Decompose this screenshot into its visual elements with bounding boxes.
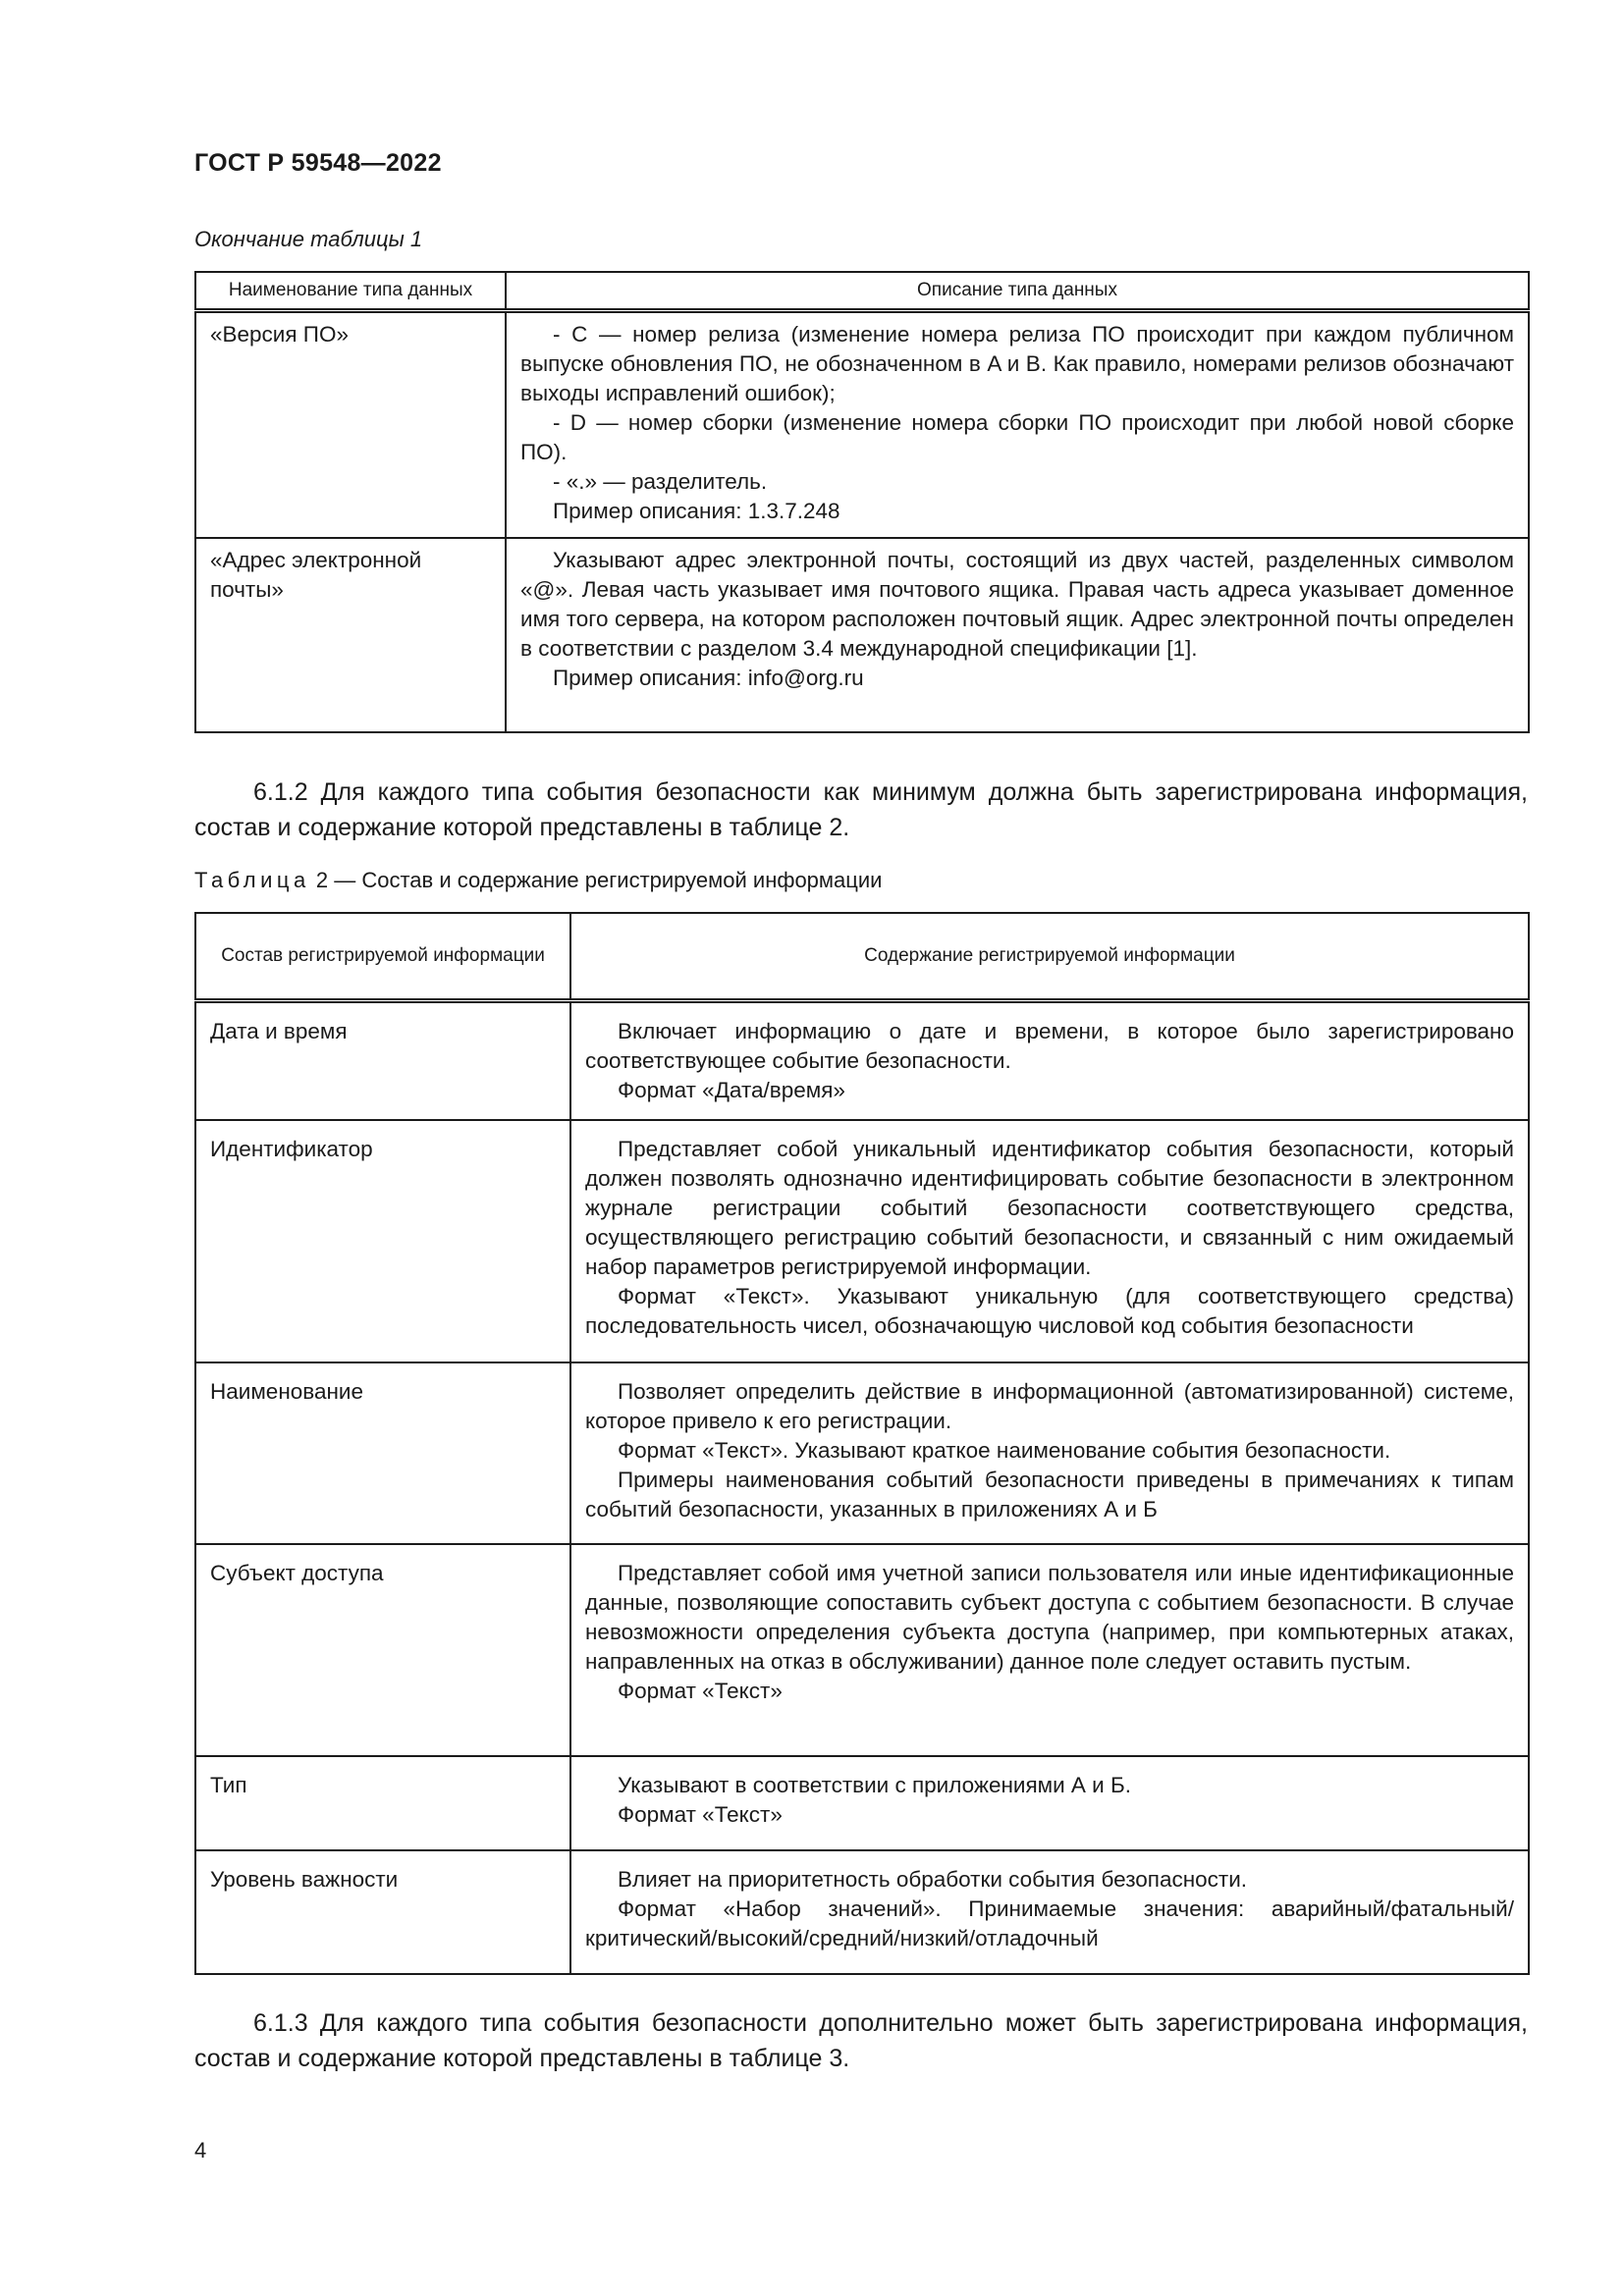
table2-row-subject-name: Субъект доступа (195, 1544, 570, 1756)
desc-line: Влияет на приоритетность обработки события безопасности. (618, 1867, 1248, 1892)
table-1 (194, 271, 1530, 733)
desc-line: Пример описания: info@org.ru (553, 665, 864, 690)
table1-col-header-desc: Описание типа данных (506, 272, 1529, 311)
table2-row-identifier-name: Идентификатор (195, 1120, 570, 1362)
table2-row-severity-name: Уровень важности (195, 1850, 570, 1974)
desc-line: Представляет собой уникальный идентификатор события безопасности, который должен позволять однозначно идентифицировать событие безопасности в электронном журнале регистрации событий безопасности соответствующего средства, осуществляющего регистрацию событий безопасности, и связанный с ним ожидаемый набор параметров регистрируемой информации. (585, 1137, 1514, 1279)
desc-line: Указывают в соответствии с приложениями А и Б. (618, 1773, 1132, 1797)
desc-line: Пример описания: 1.3.7.248 (553, 499, 840, 523)
table-row (195, 538, 1529, 732)
desc-line: Примеры наименования событий безопасности приведены в примечаниях к типам событий безопасности, указанных в приложениях А и Б (585, 1468, 1514, 1522)
table2-row-datetime-desc (570, 1001, 1529, 1121)
desc-line: Включает информацию о дате и времени, в которое было зарегистрировано соответствующее событие безопасности. (585, 1019, 1514, 1073)
desc-line: - D — номер сборки (изменение номера сборки ПО происходит при любой новой сборке ПО). (520, 410, 1514, 464)
page-number: 4 (194, 2138, 207, 2163)
document-code: ГОСТ Р 59548—2022 (194, 149, 442, 177)
desc-line: Представляет собой имя учетной записи пользователя или иные идентификационные данные, позволяющие сопоставить субъект доступа с событием безопасности. В случае невозможности определения субъекта доступа (например, при компьютерных атаках, направленных на отказ в обслуживании) данное поле следует оставить пустым. (585, 1561, 1514, 1674)
table-row (195, 1544, 1529, 1756)
table2-row-identifier-desc (570, 1120, 1529, 1362)
desc-line: Формат «Дата/время» (618, 1078, 845, 1102)
table2-col-header-desc: Содержание регистрируемой информации (570, 913, 1529, 1001)
table-row (195, 1756, 1529, 1850)
table2-row-subject-desc (570, 1544, 1529, 1756)
desc-line: Формат «Текст». Указывают краткое наименование события безопасности. (618, 1438, 1391, 1463)
desc-line: Формат «Текст» (618, 1679, 783, 1703)
table2-col-header-name: Состав регистрируемой информации (195, 913, 570, 1001)
table2-row-severity-desc (570, 1850, 1529, 1974)
table2-row-type-name: Тип (195, 1756, 570, 1850)
desc-line: - «.» — разделитель. (553, 469, 768, 494)
table-row (195, 1362, 1529, 1544)
table2-header-row (195, 913, 1529, 1001)
table2-row-name-name: Наименование (195, 1362, 570, 1544)
table-row (195, 1850, 1529, 1974)
table2-row-type-desc (570, 1756, 1529, 1850)
table-row (195, 1001, 1529, 1121)
table1-row-version-desc (506, 311, 1529, 538)
table1-row-email-name: «Адрес электронной почты» (195, 538, 506, 732)
paragraph-6-1-2: 6.1.2 Для каждого типа события безопасности как минимум должна быть зарегистрирована информация, состав и содержание которой представлены в таблице 2. (194, 778, 1528, 841)
table1-caption: Окончание таблицы 1 (194, 227, 423, 251)
desc-line: Формат «Текст». Указывают уникальную (для соответствующего средства) последовательность чисел, обозначающую числовой код события безопасности (585, 1284, 1514, 1338)
desc-line: Позволяет определить действие в информационной (автоматизированной) системе, которое привело к его регистрации. (585, 1379, 1514, 1433)
table-2 (194, 912, 1530, 1975)
paragraph-6-1-3: 6.1.3 Для каждого типа события безопасности дополнительно может быть зарегистрирована информация, состав и содержание которой представлены в таблице 3. (194, 2009, 1528, 2072)
desc-line: Указывают адрес электронной почты, состоящий из двух частей, разделенных символом «@». Левая часть указывает имя почтового ящика. Правая часть адреса указывает доменное имя того сервера, на котором расположен почтовый ящик. Адрес электронной почты определен в соответствии с разделом 3.4 международной спецификации [1]. (520, 547, 1514, 661)
table2-caption (194, 868, 882, 893)
desc-line: Формат «Набор значений». Принимаемые значения: аварийный/фатальный/критический/высокий/средний/низкий/отладочный (585, 1896, 1514, 1950)
table2-caption-text: 2 — Состав и содержание регистрируемой информации (315, 868, 883, 892)
table-row (195, 311, 1529, 538)
table-row (195, 1120, 1529, 1362)
desc-line: - C — номер релиза (изменение номера релиза ПО происходит при каждом публичном выпуске обновления ПО, не обозначенном в A и B. Как правило, номерами релизов обозначают выходы исправлений ошибок); (520, 322, 1514, 405)
table1-header-row (195, 272, 1529, 311)
table1-row-version-name: «Версия ПО» (195, 311, 506, 538)
table2-row-datetime-name: Дата и время (195, 1001, 570, 1121)
table1-col-header-name: Наименование типа данных (195, 272, 506, 311)
table1-row-email-desc (506, 538, 1529, 732)
table2-caption-label: Таблица (194, 868, 310, 892)
table2-row-name-desc (570, 1362, 1529, 1544)
desc-line: Формат «Текст» (618, 1802, 783, 1827)
